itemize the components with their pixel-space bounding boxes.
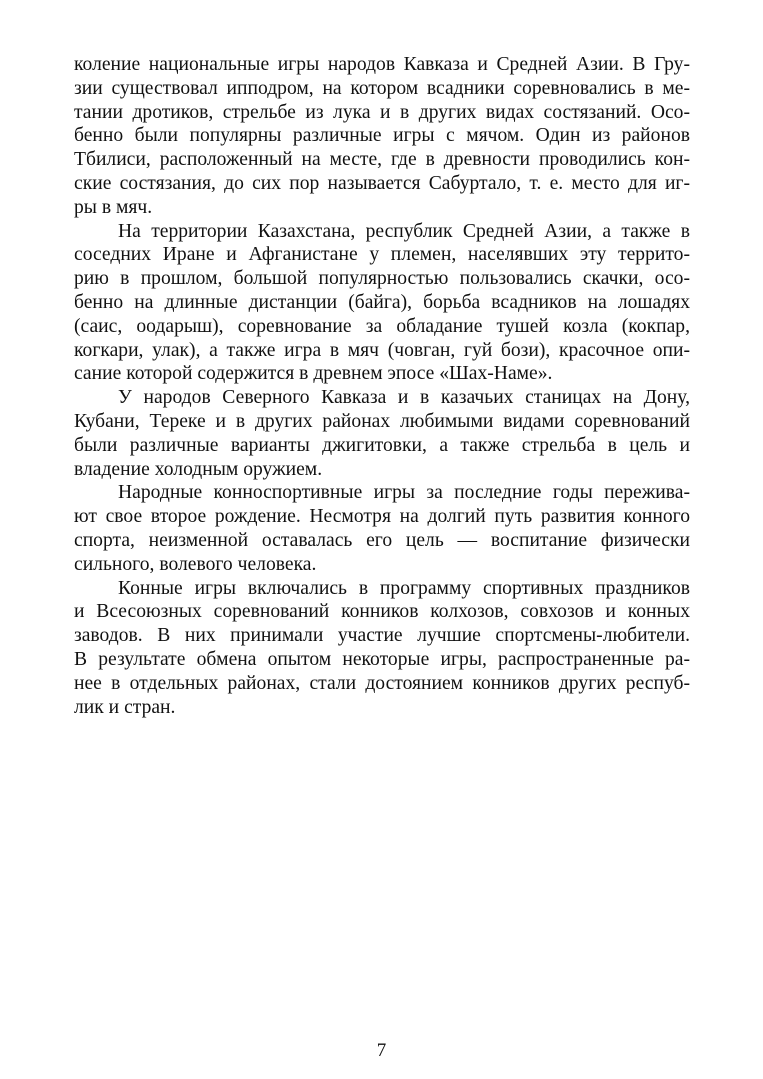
text-line: сание которой содержится в древнем эпосе «Шах-Наме». — [74, 363, 553, 385]
paragraph — [74, 481, 690, 576]
text-line: Тбилиси, расположенный на месте, где в древности проводились кон- — [74, 149, 690, 171]
text-line: У народов Северного Кавказа и в казачьих станицах на Дону, — [118, 387, 690, 409]
text-line: бенно были популярны различные игры с мячом. Один из районов — [74, 125, 690, 147]
page-body — [74, 53, 690, 719]
text-line: сильного, волевого человека. — [74, 553, 317, 575]
text-line: заводов. В них принимали участие лучшие спортсмены-любители. — [74, 625, 690, 647]
text-line: лик и стран. — [74, 696, 176, 718]
text-line: зии существовал ипподром, на котором всадники соревновались в ме- — [74, 77, 690, 99]
text-line: ют свое второе рождение. Несмотря на долгий путь развития конного — [74, 506, 690, 528]
text-line: и Всесоюзных соревнований конников колхозов, совхозов и конных — [74, 601, 690, 623]
text-line: (саис, оодарыш), соревнование за обладание тушей козла (кокпар, — [74, 315, 690, 337]
paragraph — [74, 220, 690, 387]
text-line: когкари, улак), а также игра в мяч (човган, гуй бози), красочное опи- — [74, 339, 690, 361]
text-line: коление национальные игры народов Кавказа и Средней Азии. В Гру- — [74, 54, 690, 75]
text-line: бенно на длинные дистанции (байга), борьба всадников на лошадях — [74, 291, 690, 313]
text-line: ские состязания, до сих пор называется Сабуртало, т. е. место для иг- — [74, 172, 690, 194]
text-line: Кубани, Тереке и в других районах любимыми видами соревнований — [74, 410, 690, 432]
text-line: рию в прошлом, большой популярностью пользовались скачки, осо- — [74, 268, 690, 290]
text-line: спорта, неизменной оставалась его цель — воспитание физически — [74, 529, 690, 551]
text-line: владение холодным оружием. — [74, 458, 323, 480]
text-line: Конные игры включались в программу спортивных праздников — [118, 577, 690, 599]
paragraph — [74, 53, 690, 220]
text-line: На территории Казахстана, республик Средней Азии, а также в — [118, 220, 690, 242]
text-line: В результате обмена опытом некоторые игры, распространенные ра- — [74, 648, 690, 670]
paragraph — [74, 386, 690, 481]
text-line: нее в отдельных районах, стали достоянием конников других респуб- — [74, 672, 690, 694]
paragraph — [74, 577, 690, 720]
text-line: тании дротиков, стрельбе из лука и в других видах состязаний. Осо- — [74, 101, 690, 123]
text-line: ры в мяч. — [74, 196, 153, 218]
text-line: были различные варианты джигитовки, а также стрельба в цель и — [74, 434, 690, 456]
text-line: Народные конноспортивные игры за последние годы пережива- — [118, 482, 690, 504]
text-line: соседних Иране и Афганистане у племен, населявших эту террито- — [74, 244, 690, 266]
page-number: 7 — [376, 1040, 387, 1061]
